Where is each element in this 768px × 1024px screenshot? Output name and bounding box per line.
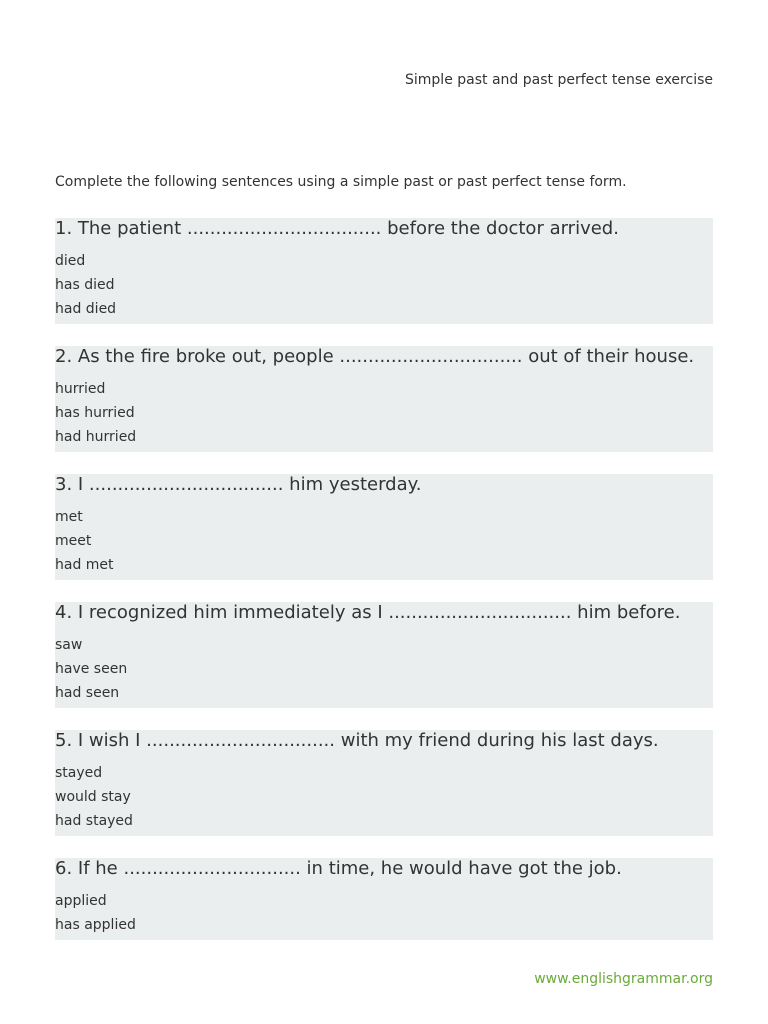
question-2 (55, 346, 713, 452)
answer-option[interactable]: has died (55, 277, 115, 293)
question-4 (55, 602, 713, 708)
answer-options (55, 633, 713, 705)
answer-option[interactable]: died (55, 253, 86, 269)
answer-option[interactable]: stayed (55, 765, 103, 781)
question-text: 4. I recognized him immediately as I ................................ him before. (55, 602, 681, 623)
question-text: 6. If he ............................... in time, he would have got the job. (55, 858, 622, 879)
answer-options (55, 249, 713, 321)
answer-option[interactable]: had stayed (55, 813, 133, 829)
question-3 (55, 474, 713, 580)
question-1 (55, 218, 713, 324)
answer-option[interactable]: had died (55, 301, 117, 317)
answer-option[interactable]: had seen (55, 685, 120, 701)
question-text: 2. As the fire broke out, people ................................ out of their house. (55, 346, 695, 367)
answer-option[interactable]: hurried (55, 381, 106, 397)
question-5 (55, 730, 713, 836)
answer-option[interactable]: saw (55, 637, 83, 653)
answer-option[interactable]: meet (55, 533, 92, 549)
answer-option[interactable]: had met (55, 557, 114, 573)
worksheet-title: Simple past and past perfect tense exercise (405, 72, 713, 88)
answer-options (55, 889, 713, 937)
answer-options (55, 505, 713, 577)
site-link[interactable]: www.englishgrammar.org (534, 971, 713, 987)
answer-options (55, 377, 713, 449)
answer-option[interactable]: met (55, 509, 83, 525)
question-list (55, 218, 713, 962)
answer-option[interactable]: have seen (55, 661, 128, 677)
answer-option[interactable]: applied (55, 893, 107, 909)
answer-option[interactable]: had hurried (55, 429, 137, 445)
answer-options (55, 761, 713, 833)
question-text: 5. I wish I ................................. with my friend during his last days. (55, 730, 659, 751)
answer-option[interactable]: has hurried (55, 405, 135, 421)
instructions-text: Complete the following sentences using a simple past or past perfect tense form. (55, 174, 627, 190)
question-6 (55, 858, 713, 940)
answer-option[interactable]: would stay (55, 789, 131, 805)
answer-option[interactable]: has applied (55, 917, 136, 933)
question-text: 3. I .................................. him yesterday. (55, 474, 422, 495)
question-text: 1. The patient .................................. before the doctor arrived. (55, 218, 619, 239)
